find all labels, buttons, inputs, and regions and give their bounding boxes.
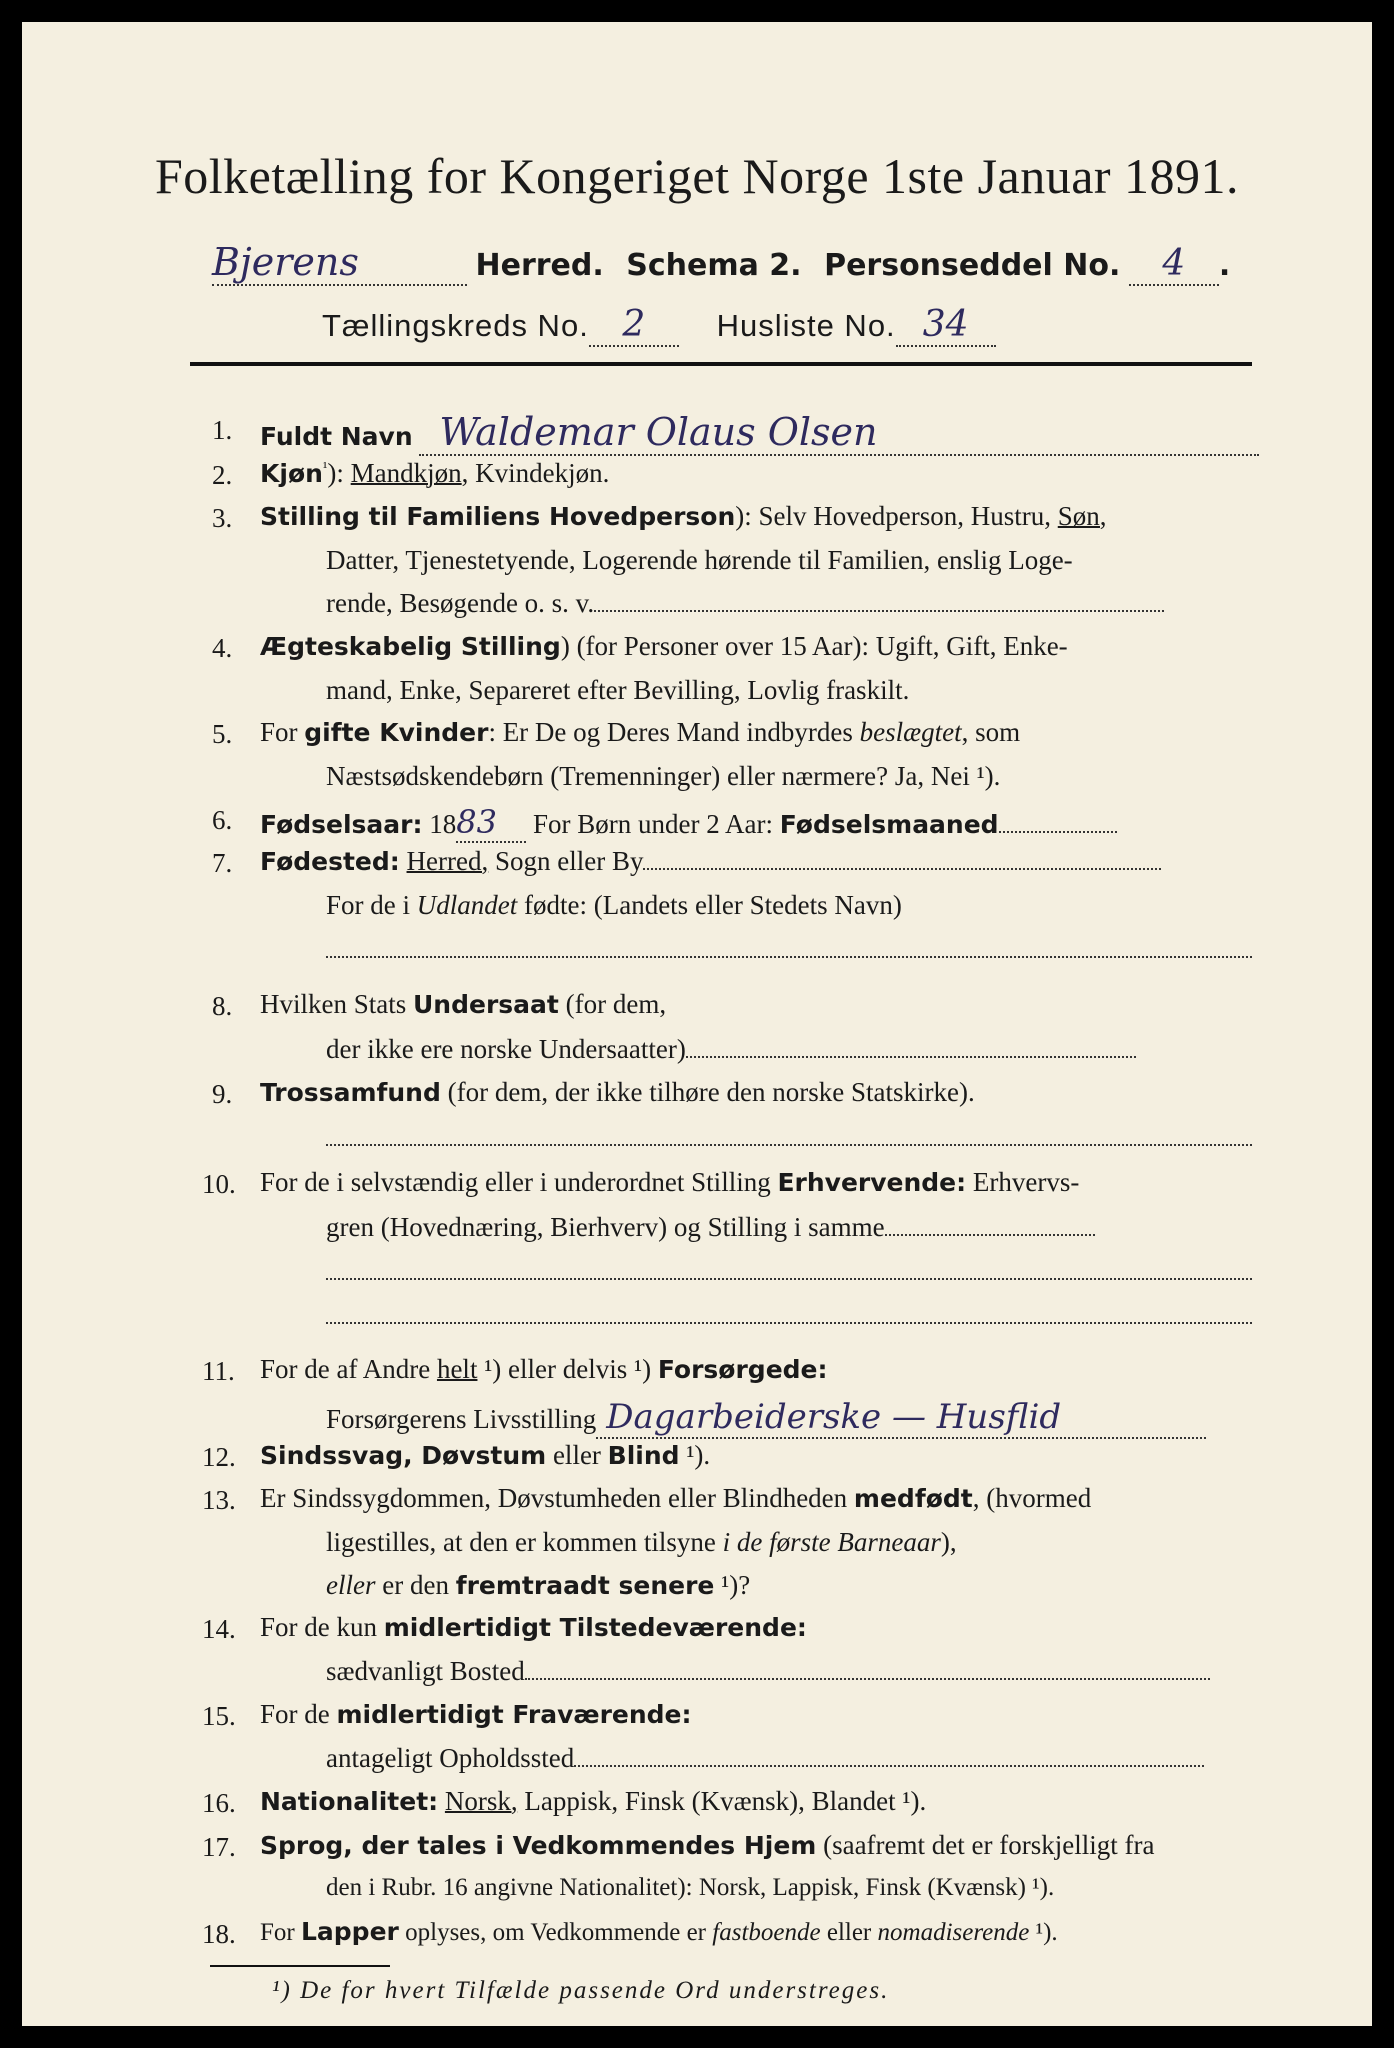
field-label: fremtraadt senere [455,1571,715,1600]
herred-line: Bjerens Herred. Schema 2. Personseddel No. 4 . [212,240,1231,284]
item-11-line-2: Forsørgerens Livsstilling Dagarbeiderske — Husflid [326,1397,1206,1439]
item-17: Sprog, der tales i Vedkommendes Hjem (saafremt det er forskjelligt fra [260,1830,1155,1860]
field-label: Blind [607,1441,680,1470]
item-10: For de i selvstændig eller i underordnet Stilling Erhvervende: Erhvervs- [260,1167,1080,1197]
full-name-value: Waldemar Olaus Olsen [419,410,1259,456]
field-label: Sprog, der tales i Vedkommendes Hjem [260,1831,817,1860]
item-number: 1. [212,415,233,445]
item-14: For de kun midlertidigt Tilstedeværende: [260,1612,807,1642]
field-label: Trossamfund [260,1078,441,1107]
item-number: 6. [212,805,233,835]
item-8: Hvilken Stats Undersaat (for dem, [260,989,667,1019]
item-13: Er Sindssygdommen, Døvstumheden eller Blindheden medfødt, (hvormed [260,1483,1092,1513]
blank-line [326,1300,1252,1331]
field-label: Fødselsaar: [260,810,423,839]
item-8-line-2: der ikke ere norske Undersaatter) [326,1034,1136,1065]
field-label: gifte Kvinder [304,718,489,747]
herred-value: Bjerens [212,240,467,286]
item-1 [260,410,1259,456]
blank-line [326,1122,1252,1153]
field-label: medfødt [853,1484,973,1513]
item-number: 14. [202,1614,236,1644]
item-3: Stilling til Familiens Hovedperson): Selv Hovedperson, Hustru, Søn, [260,501,1107,531]
item-number: 12. [202,1442,236,1472]
item-15: For de midlertidigt Fraværende: [260,1699,692,1729]
item-number: 9. [212,1079,233,1109]
field-label: midlertidigt Tilstedeværende: [383,1613,807,1642]
item-number: 8. [212,991,233,1021]
selected-option: Søn, [1057,501,1107,531]
item-4: Ægteskabelig Stilling) (for Personer over 15 Aar): Ugift, Gift, Enke- [260,631,1068,661]
kreds-label: Tællingskreds No. [322,308,589,343]
item-14-line-2: sædvanligt Bosted [326,1656,1210,1687]
field-label: Fuldt Navn [260,422,413,451]
kreds-line [322,304,996,347]
item-number: 18. [202,1919,236,1949]
header-rule [190,362,1252,366]
husliste-value: 34 [896,304,996,347]
item-7: Fødested: Herred, Sogn eller By [260,846,1161,877]
personseddel-label: Personseddel No. [824,248,1121,283]
schema-label: Schema 2. [626,248,802,283]
item-number: 15. [202,1701,236,1731]
provider-occupation-value: Dagarbeiderske — Husflid [596,1397,1206,1439]
blank-line [326,934,1252,965]
selected-option: helt [436,1354,478,1384]
selected-option: Herred, [406,846,489,876]
item-number: 11. [202,1356,235,1386]
item-5-line-2: Næstsødskendebørn (Tremenninger) eller nærmere? Ja, Nei ¹). [326,761,1001,791]
field-label: Sindssvag, Døvstum [260,1441,547,1470]
item-5: For gifte Kvinder: Er De og Deres Mand indbyrdes beslægtet, som [260,717,1021,747]
field-label: Stilling til Familiens Hovedperson [260,502,736,531]
birth-year-value: 83 [456,803,526,843]
field-label: Kjøn [260,459,323,488]
item-10-line-2: gren (Hovednæring, Bierhverv) og Stilling i samme [326,1212,1095,1243]
item-number: 17. [202,1832,236,1862]
field-label: Undersaat [413,990,559,1019]
item-6: Fødselsaar: 1883 For Børn under 2 Aar: Fødselsmaaned [260,803,1117,843]
field-label: Fødested: [260,847,400,876]
blank-line [326,1256,1252,1287]
footnote-rule [210,1965,390,1967]
herred-label: Herred. [475,248,604,283]
item-17-line-2: den i Rubr. 16 angivne Nationalitet): Norsk, Lappisk, Finsk (Kvænsk) ¹). [326,1874,1055,1901]
item-number: 4. [212,633,233,663]
selected-option: Norsk, [444,1786,518,1816]
item-13-line-2: ligestilles, at den er kommen tilsyne i de første Barneaar), [326,1527,957,1557]
census-form [22,22,1372,2026]
field-label: Erhvervende: [777,1168,967,1197]
field-label: Ægteskabelig Stilling [260,632,561,661]
field-label: midlertidigt Fraværende: [336,1700,692,1729]
item-number: 2. [212,460,233,490]
kreds-value: 2 [589,304,679,347]
item-4-line-2: mand, Enke, Separeret efter Bevilling, Lovlig fraskilt. [326,675,910,705]
item-2: Kjøn$^{^1}$): Mandkjøn, Kvindekjøn. [260,458,610,488]
item-12: Sindssvag, Døvstum eller Blind ¹). [260,1440,711,1470]
form-title: Folketælling for Kongeriget Norge 1ste Januar 1891. [154,148,1240,204]
item-7-line-2: For de i Udlandet fødte: (Landets eller Stedets Navn) [326,890,902,920]
footnote: ¹) De for hvert Tilfælde passende Ord understreges. [272,1977,890,2004]
personseddel-value: 4 [1129,243,1219,286]
item-number: 3. [212,503,233,533]
field-label: Forsørgede: [657,1355,828,1384]
item-15-line-2: antageligt Opholdssted [326,1743,1204,1774]
item-13-line-3: eller er den fremtraadt senere ¹)? [326,1570,751,1600]
field-label: Fødselsmaaned [779,810,999,839]
item-16: Nationalitet: Norsk, Lappisk, Finsk (Kvænsk), Blandet ¹). [260,1786,927,1816]
field-label: Nationalitet: [260,1787,439,1816]
item-number: 13. [202,1485,236,1515]
item-18: For Lapper oplyses, om Vedkommende er fastboende eller nomadiserende ¹). [260,1917,1058,1946]
item-3-line-2: Datter, Tjenestetyende, Logerende hørende til Familien, enslig Loge- [326,545,1073,575]
item-number: 10. [202,1169,236,1199]
selected-option: Mandkjøn [350,458,462,488]
item-3-line-3: rende, Besøgende o. s. v. [326,588,1164,619]
field-label: Lapper [300,1917,399,1946]
item-number: 16. [202,1788,236,1818]
item-number: 5. [212,719,233,749]
item-number: 7. [212,848,233,878]
item-9: Trossamfund (for dem, der ikke tilhøre den norske Statskirke). [260,1077,975,1107]
husliste-label: Husliste No. [716,308,896,343]
item-11: For de af Andre helt ¹) eller delvis ¹) Forsørgede: [260,1354,828,1384]
